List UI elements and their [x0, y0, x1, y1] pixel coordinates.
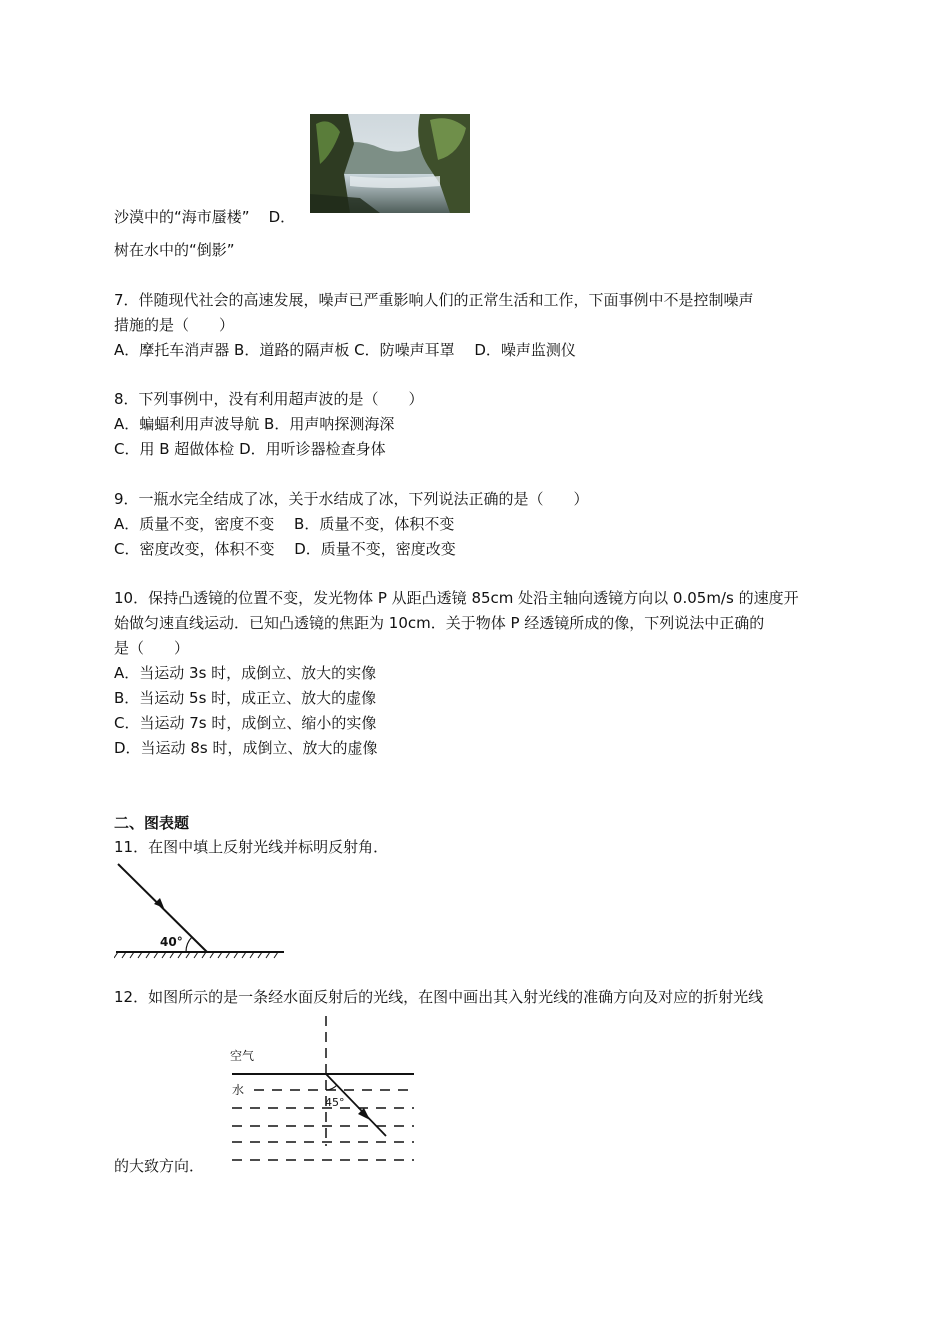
q7-stem-line1: 7．伴随现代社会的高速发展，噪声已严重影响人们的正常生活和工作，下面事例中不是控制噪声 — [114, 291, 754, 309]
q6-option-c-text: 沙漠中的“海市蜃楼” D． — [114, 208, 296, 226]
q8-options-line2: C．用 B 超做体检 D．用听诊器检查身体 — [114, 440, 386, 458]
q6-option-d-letter: D． — [268, 208, 296, 226]
q9-options-line2: C．密度改变，体积不变 D．质量不变，密度改变 — [114, 540, 456, 558]
q12-water-label: 水 — [232, 1083, 245, 1097]
q10-option-d: D．当运动 8s 时，成倒立、放大的虚像 — [114, 739, 378, 757]
q10-option-b: B．当运动 5s 时，成正立、放大的虚像 — [114, 689, 377, 707]
q8-options-line1: A．蝙蝠利用声波导航 B．用声呐探测海深 — [114, 415, 395, 433]
q11-angle-label: 40° — [160, 935, 183, 949]
q11-arrowhead — [154, 898, 164, 908]
q12-stem-line2: 的大致方向． — [114, 1157, 205, 1175]
q10-stem-line3: 是（ ） — [114, 639, 190, 657]
q9-options-line1: A．质量不变，密度不变 B．质量不变，体积不变 — [114, 515, 455, 533]
q6-option-d-text: 树在水中的“倒影” — [114, 241, 235, 259]
lake-reflection-photo — [310, 114, 470, 213]
q10-option-a: A．当运动 3s 时，成倒立、放大的实像 — [114, 664, 377, 682]
q11-stem: 11．在图中填上反射光线并标明反射角． — [114, 838, 389, 856]
q10-stem-line1: 10．保持凸透镜的位置不变，发光物体 P 从距凸透镜 85cm 处沿主轴向透镜方向以 0.05m/s 的速度开 — [114, 589, 799, 607]
q10-stem-line2: 始做匀速直线运动．已知凸透镜的焦距为 10cm．关于物体 P 经透镜所成的像，下列说法中正确的 — [114, 614, 765, 632]
q7-options: A．摩托车消声器 B．道路的隔声板 C．防噪声耳罩 D．噪声监测仪 — [114, 341, 576, 359]
q8-stem: 8．下列事例中，没有利用超声波的是（ ） — [114, 390, 424, 408]
q9-stem: 9．一瓶水完全结成了冰，关于水结成了冰，下列说法正确的是（ ） — [114, 490, 589, 508]
q12-angle-label: 45° — [325, 1096, 345, 1109]
q7-stem-line2: 措施的是（ ） — [114, 316, 235, 334]
q11-reflection-diagram — [114, 860, 286, 960]
q10-option-c: C．当运动 7s 时，成倒立、缩小的实像 — [114, 714, 377, 732]
section2-title: 二、图表题 — [114, 814, 190, 832]
q12-air-label: 空气 — [230, 1049, 255, 1063]
q12-stem-line1: 12．如图所示的是一条经水面反射后的光线，在图中画出其入射光线的准确方向及对应的折射光线 — [114, 988, 764, 1006]
q12-refraction-diagram — [228, 1014, 420, 1166]
